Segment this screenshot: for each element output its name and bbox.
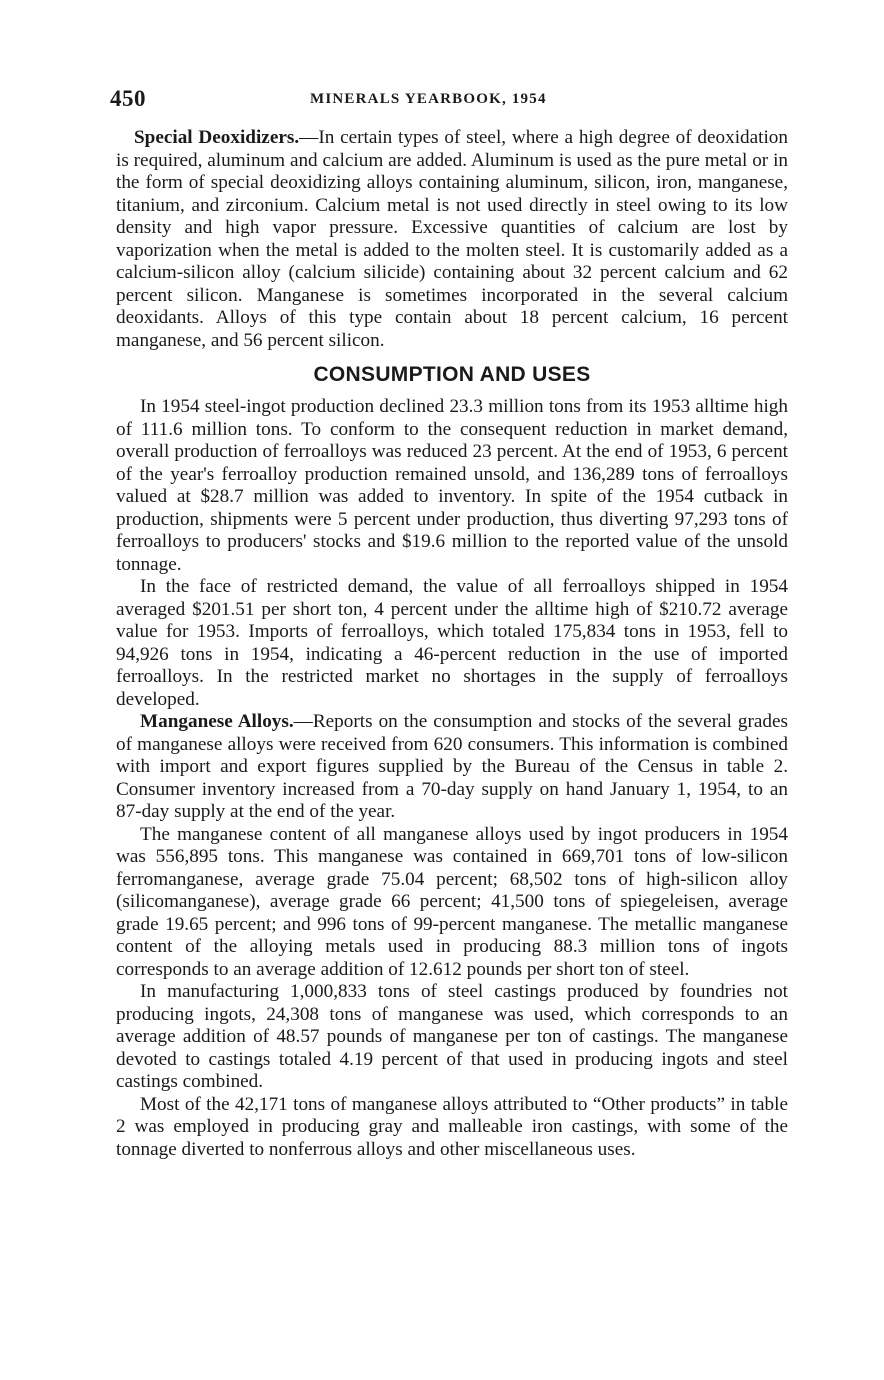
paragraph-special-deoxidizers	[116, 127, 788, 352]
paragraph: Most of the 42,171 tons of manganese alloys attributed to “Other products” in table 2 was employed in producing gray and malleable iron castings, with some of the tonnage diverted to nonferrous alloys and other miscellaneous uses.	[116, 1093, 788, 1160]
body-text	[116, 127, 788, 1161]
paragraph-text: —In certain types of steel, where a high degree of deoxidation is required, aluminum and calcium are added. Aluminum is used as the pure metal or in the form of special deoxidizing alloys containing aluminum, silicon, iron, manganese, titanium, and zirconium. Calcium metal is not used directly in steel owing to its low density and high vapor pressure. Excessive quantities of calcium are lost by vaporization when the metal is added to the molten steel. It is customarily added as a calcium-silicon alloy (calcium silicide) containing about 32 percent calcium and 62 percent silicon. Manganese is sometimes incorporated in the several calcium deoxidants. Alloys of this type contain about 18 percent calcium, 16 percent manganese, and 56 percent silicon.	[116, 127, 788, 351]
page-header	[110, 86, 786, 116]
running-title: MINERALS YEARBOOK, 1954	[310, 91, 547, 107]
paragraph-manganese-alloys	[116, 711, 788, 824]
page-number: 450	[110, 86, 146, 111]
paragraph: The manganese content of all manganese alloys used by ingot producers in 1954 was 556,895 tons. This manganese was contained in 669,701 tons of low-silicon ferromanganese, average grade 75.04 percent; 68,502 tons of high-silicon alloy (silicomanganese), average grade 66 percent; 41,500 tons of spiegeleisen, average grade 19.65 percent; and 996 tons of 99-percent manganese. The metallic manganese content of the alloying metals used in producing 88.3 million tons of ingots corresponds to an average addition of 12.612 pounds per short ton of steel.	[116, 823, 788, 980]
paragraph: In manufacturing 1,000,833 tons of steel castings produced by foundries not producing ingots, 24,308 tons of manganese was used, which corresponds to an average addition of 48.57 pounds of manganese per ton of castings. The manganese devoted to castings totaled 4.19 percent of that used in producing ingots and steel castings combined.	[116, 981, 788, 1092]
run-in-heading-manganese-alloys: Manganese Alloys.	[140, 711, 294, 732]
paragraph: In the face of restricted demand, the value of all ferroalloys shipped in 1954 averaged $201.51 per short ton, 4 percent under the alltime high of $210.72 average value for 1953. Imports of ferroalloys, which totaled 175,834 tons in 1953, fell to 94,926 tons in 1954, indicating a 46-percent reduction in the use of imported ferroalloys. In the restricted market no shortages in the supply of ferroalloys developed.	[116, 576, 788, 710]
run-in-heading-special-deoxidizers: Special Deoxidizers.	[134, 127, 300, 148]
section-heading: CONSUMPTION AND USES	[313, 363, 591, 386]
paragraph: In 1954 steel-ingot production declined 23.3 million tons from its 1953 alltime high of 111.6 million tons. To conform to the consequent reduction in market demand, overall production of ferroalloys was reduced 23 percent. At the end of 1953, 6 percent of the year's ferroalloy production remained unsold, and 136,289 tons of ferroalloys valued at $28.7 million was added to inventory. In spite of the 1954 cutback in production, shipments were 5 percent under production, thus diverting 97,293 tons of ferroalloys to producers' stocks and $19.6 million to the reported value of the unsold tonnage.	[116, 396, 788, 575]
paragraph-text: —Reports on the consumption and stocks of the several grades of manganese alloys were received from 620 consumers. This information is combined with import and export figures supplied by the Bureau of the Census in table 2. Consumer inventory increased from a 70-day supply on hand January 1, 1954, to an 87-day supply at the end of the year.	[116, 711, 788, 822]
